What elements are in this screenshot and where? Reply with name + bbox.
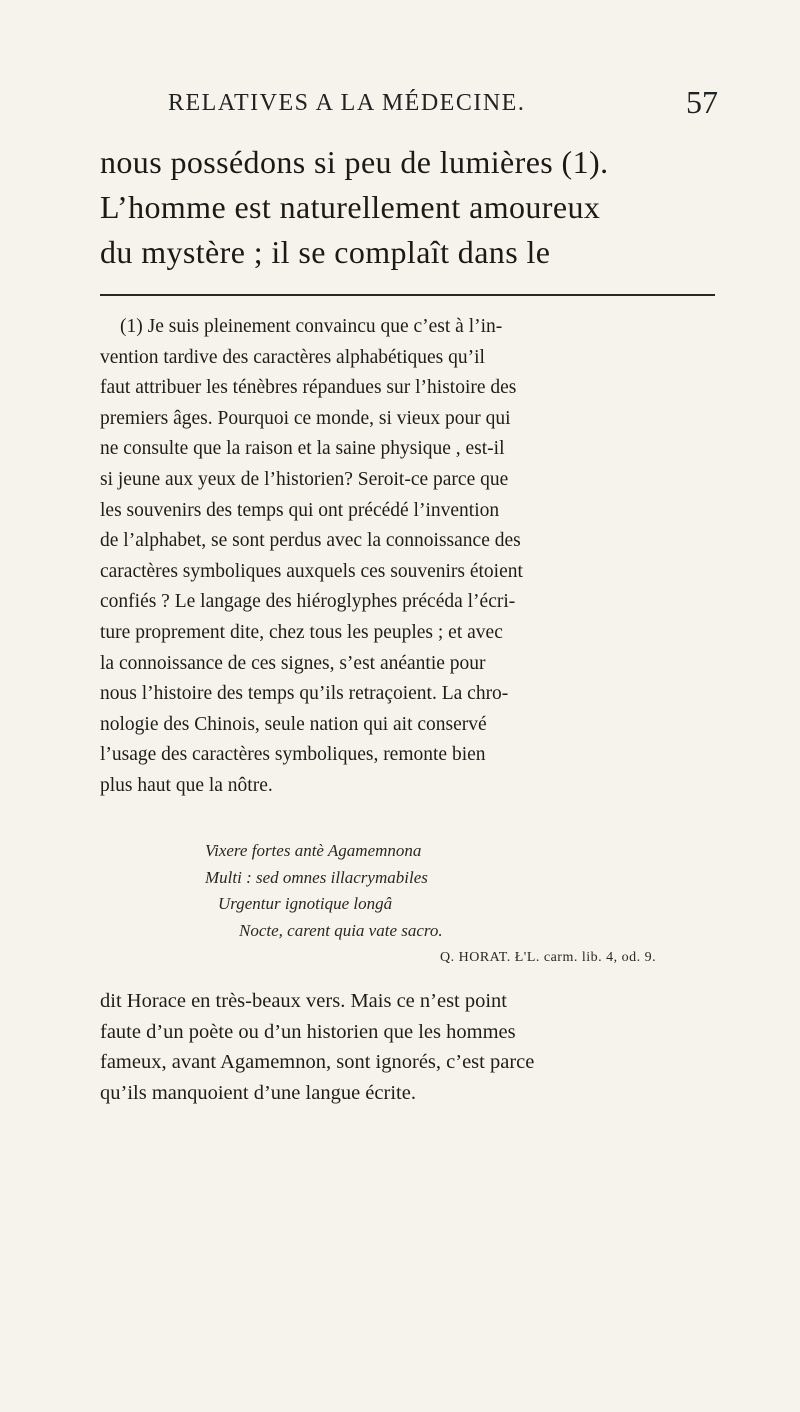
footnote-line: l’usage des caractères symboliques, remonte bien bbox=[100, 744, 486, 766]
closing-paragraph bbox=[100, 986, 720, 1108]
footnote-line: ne consulte que la raison et la saine physique , est-il bbox=[100, 438, 505, 460]
closing-line: fameux, avant Agamemnon, sont ignorés, c’est parce bbox=[100, 1051, 535, 1073]
quote-citation: Q. HORAT. Ł'L. carm. lib. 4, od. 9. bbox=[440, 950, 657, 965]
footnote-line: si jeune aux yeux de l’historien? Seroit-ce parce que bbox=[100, 468, 509, 490]
footnote-line: la connoissance de ces signes, s’est anéantie pour bbox=[100, 652, 486, 674]
running-head bbox=[168, 84, 718, 124]
footnote-line: faut attribuer les ténèbres répandues sur l’histoire des bbox=[100, 377, 517, 399]
footnote-line: confiés ? Le langage des hiéroglyphes précéda l’écri- bbox=[100, 591, 516, 613]
latin-quote bbox=[205, 838, 725, 944]
footnote-line: plus haut que la nôtre. bbox=[100, 774, 273, 796]
main-text-line: L’homme est naturellement amoureux bbox=[100, 189, 601, 225]
footnote-line: caractères symboliques auxquels ces souvenirs étoient bbox=[100, 560, 523, 582]
footnote-separator bbox=[100, 294, 715, 296]
quote-line: Multi : sed omnes illacrymabiles bbox=[205, 867, 428, 887]
main-text bbox=[100, 140, 720, 275]
quote-line: Nocte, carent quia vate sacro. bbox=[239, 920, 443, 940]
main-text-line: nous possédons si peu de lumières (1). bbox=[100, 144, 609, 180]
closing-line: faute d’un poète ou d’un historien que les hommes bbox=[100, 1020, 516, 1043]
main-text-line: du mystère ; il se complaît dans le bbox=[100, 234, 551, 270]
footnote-line: (1) Je suis pleinement convaincu que c’est à l’in- bbox=[120, 316, 503, 337]
closing-line: qu’ils manquoient d’une langue écrite. bbox=[100, 1081, 416, 1104]
closing-line: dit Horace en très-beaux vers. Mais ce n’est point bbox=[100, 990, 508, 1012]
footnote-line: vention tardive des caractères alphabétiques qu’il bbox=[100, 346, 485, 368]
footnote-line: premiers âges. Pourquoi ce monde, si vieux pour qui bbox=[100, 407, 511, 429]
footnote-line: nologie des Chinois, seule nation qui ait conservé bbox=[100, 713, 487, 735]
page-number: 57 bbox=[686, 84, 718, 120]
quote-line: Vixere fortes antè Agamemnona bbox=[205, 841, 422, 860]
quote-line: Urgentur ignotique longâ bbox=[218, 894, 393, 913]
footnote-line: ture proprement dite, chez tous les peuples ; et avec bbox=[100, 621, 503, 643]
footnote-line: nous l’histoire des temps qu’ils retraçoient. La chro- bbox=[100, 683, 509, 705]
footnote-line: de l’alphabet, se sont perdus avec la connoissance des bbox=[100, 530, 521, 552]
footnote-line: les souvenirs des temps qui ont précédé l’invention bbox=[100, 499, 500, 521]
footnote bbox=[100, 312, 720, 802]
running-title: RELATIVES A LA MÉDECINE. bbox=[168, 90, 526, 116]
